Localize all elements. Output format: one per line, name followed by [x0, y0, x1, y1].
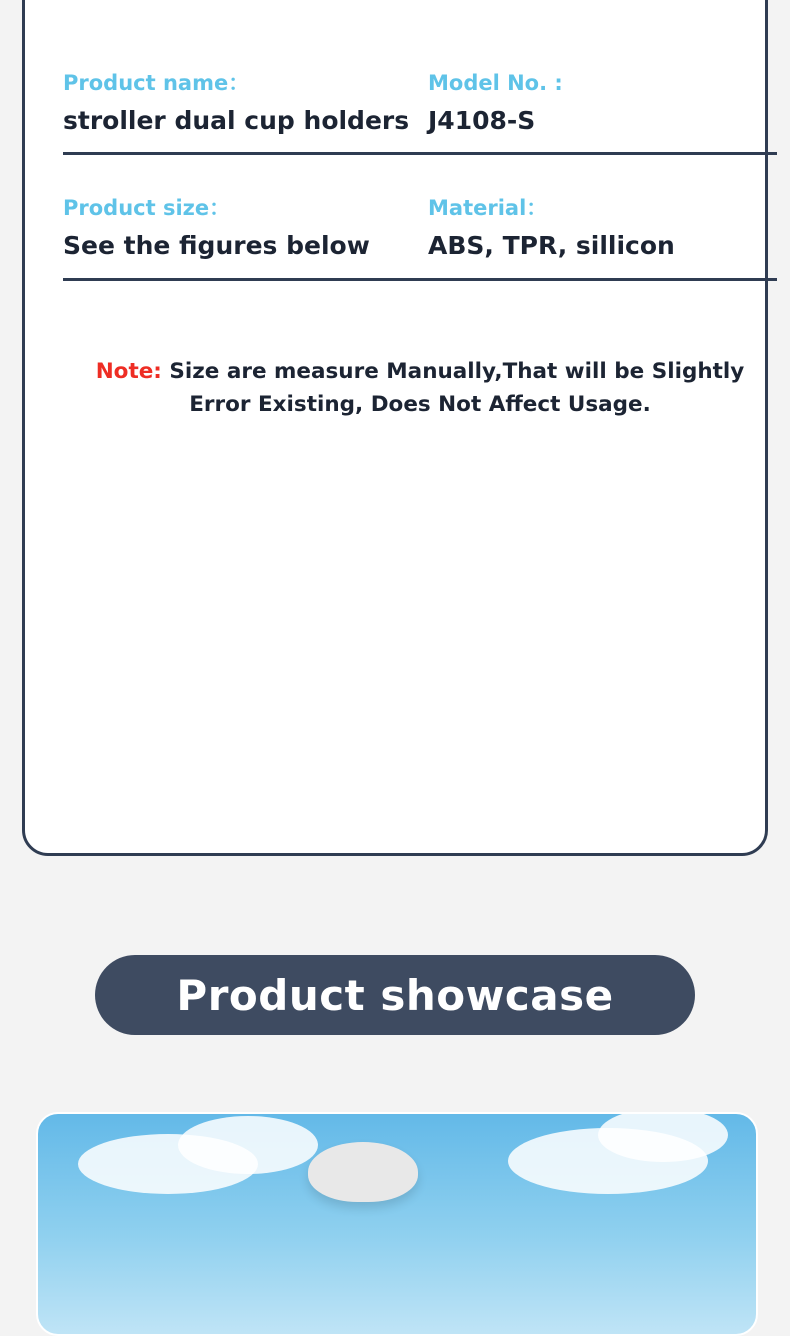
spec-cell-left	[63, 68, 412, 140]
spec-row	[63, 68, 777, 155]
spec-value-product-size: See the figures below	[63, 230, 370, 260]
cloud-shape	[598, 1112, 728, 1162]
cloud-shape	[178, 1116, 318, 1174]
showcase-product-photo	[308, 1142, 418, 1202]
spec-key-product-name: Product name：	[63, 71, 250, 95]
spec-value-model-no: J4108-S	[428, 105, 536, 135]
product-showcase-banner	[95, 955, 695, 1035]
product-spec-card	[22, 0, 768, 856]
spec-note	[63, 355, 777, 422]
product-showcase-title: Product showcase	[176, 970, 614, 1020]
spec-key-model-no: Model No. :	[428, 71, 563, 95]
spec-note-text: Size are measure Manually,That will be Slightly Error Existing, Does Not Affect Usage.	[161, 359, 745, 418]
showcase-photo-card	[36, 1112, 758, 1336]
dimension-lines	[25, 0, 790, 33]
spec-value-product-name: stroller dual cup holders	[63, 105, 410, 135]
spec-cell-right	[412, 68, 777, 140]
spec-key-material: Material：	[428, 196, 548, 221]
spec-value-material: ABS, TPR, sillicon	[428, 230, 675, 260]
spec-key-product-size: Product size：	[63, 196, 231, 221]
spec-table	[63, 68, 777, 281]
spec-cell-left	[63, 193, 412, 265]
spec-cell-right	[412, 193, 777, 265]
spec-note-label: Note:	[95, 359, 162, 384]
spec-row	[63, 193, 777, 280]
